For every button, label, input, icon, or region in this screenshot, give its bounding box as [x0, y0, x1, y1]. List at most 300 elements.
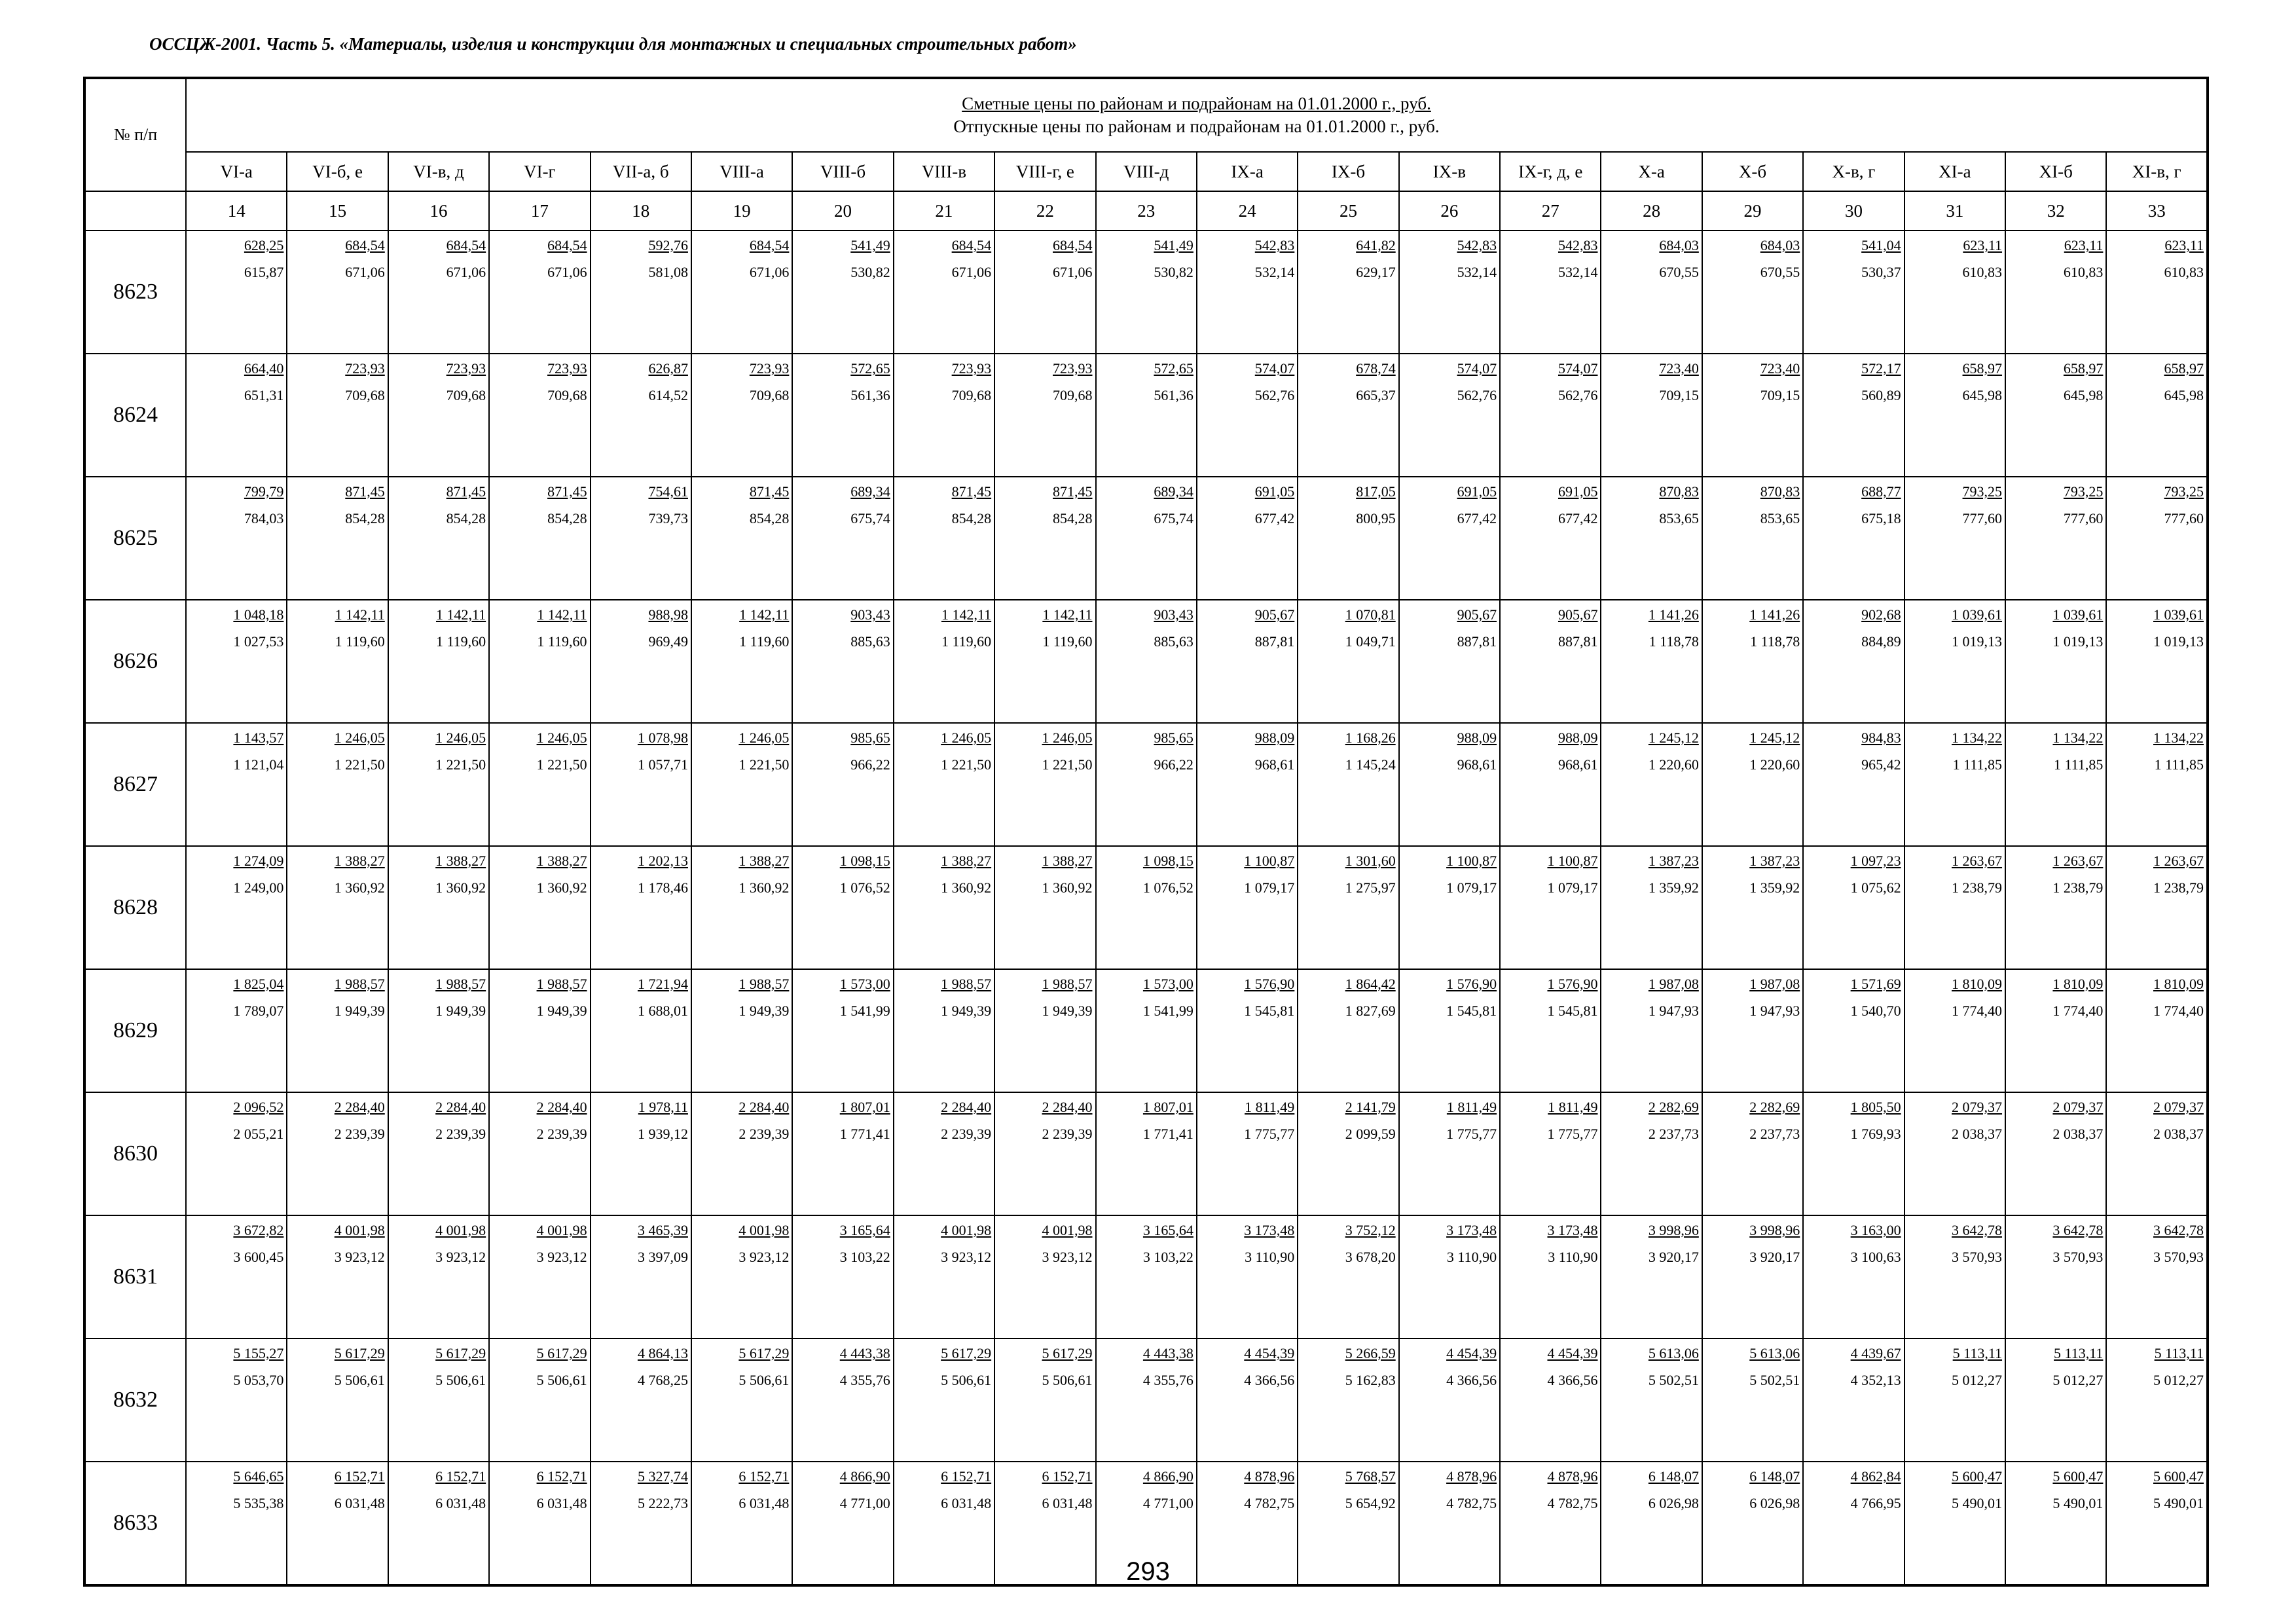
release-price: 965,42 [1861, 756, 1901, 773]
district-header: VI-а [186, 152, 287, 191]
release-price: 1 079,17 [1446, 879, 1497, 896]
price-cell [2106, 969, 2208, 1092]
release-price: 675,74 [1154, 510, 1194, 526]
price-cell [994, 231, 1095, 354]
release-price: 1 947,93 [1749, 1003, 1800, 1019]
price-cell [186, 600, 287, 723]
estimated-price: 4 001,98 [941, 1222, 992, 1238]
release-price: 1 775,77 [1446, 1126, 1497, 1142]
price-cell [792, 723, 893, 846]
price-cell [2106, 477, 2208, 600]
district-header: IX-а [1197, 152, 1298, 191]
release-price: 5 012,27 [2153, 1372, 2204, 1388]
release-price: 1 949,39 [435, 1003, 486, 1019]
estimated-price: 1 987,08 [1648, 976, 1699, 992]
column-number: 30 [1803, 191, 1904, 231]
release-price: 885,63 [1154, 633, 1194, 650]
release-price: 670,55 [1659, 264, 1699, 280]
estimated-price: 4 878,96 [1244, 1468, 1295, 1485]
release-price: 1 775,77 [1547, 1126, 1598, 1142]
estimated-price: 684,54 [446, 237, 486, 253]
estimated-price: 903,43 [850, 606, 890, 623]
estimated-price: 574,07 [1558, 360, 1598, 377]
release-price: 1 049,71 [1345, 633, 1396, 650]
price-cell [388, 477, 489, 600]
estimated-price: 5 266,59 [1345, 1345, 1396, 1361]
price-cell [1904, 231, 2005, 354]
table-row [84, 1338, 2208, 1462]
estimated-price: 1 100,87 [1547, 853, 1598, 869]
estimated-price: 985,65 [1154, 729, 1194, 746]
price-cell [1096, 1215, 1197, 1338]
estimated-price: 5 617,29 [334, 1345, 385, 1361]
price-cell [691, 231, 792, 354]
estimated-price: 1 143,57 [233, 729, 284, 746]
price-cell [591, 231, 691, 354]
price-cell [2106, 1215, 2208, 1338]
estimated-price: 723,40 [1659, 360, 1699, 377]
release-price: 3 100,63 [1850, 1249, 1901, 1265]
estimated-price: 1 246,05 [1042, 729, 1093, 746]
district-header: IX-г, д, е [1500, 152, 1601, 191]
estimated-price: 664,40 [244, 360, 284, 377]
price-cell [1500, 1215, 1601, 1338]
release-price: 854,28 [951, 510, 992, 526]
price-cell [186, 354, 287, 477]
estimated-price: 3 642,78 [1952, 1222, 2003, 1238]
release-price: 4 782,75 [1446, 1495, 1497, 1511]
price-cell [691, 723, 792, 846]
price-cell [1904, 600, 2005, 723]
release-price: 1 545,81 [1244, 1003, 1295, 1019]
release-price: 784,03 [244, 510, 284, 526]
release-price: 3 110,90 [1548, 1249, 1598, 1265]
price-cell [894, 723, 994, 846]
price-cell [489, 600, 590, 723]
release-price: 3 110,90 [1446, 1249, 1497, 1265]
price-cell [287, 600, 388, 723]
column-number: 21 [894, 191, 994, 231]
release-price: 3 923,12 [1042, 1249, 1093, 1265]
estimated-price: 1 078,98 [637, 729, 688, 746]
price-cell [591, 723, 691, 846]
estimated-price: 572,65 [850, 360, 890, 377]
release-price: 1 238,79 [2153, 879, 2204, 896]
release-price: 5 506,61 [941, 1372, 992, 1388]
estimated-price: 903,43 [1154, 606, 1194, 623]
release-price: 629,17 [1356, 264, 1396, 280]
release-price: 3 570,93 [2153, 1249, 2204, 1265]
release-price: 5 506,61 [536, 1372, 587, 1388]
estimated-price: 1 134,22 [2153, 729, 2204, 746]
release-price: 4 366,56 [1446, 1372, 1497, 1388]
price-cell [1197, 1092, 1298, 1215]
estimated-price: 6 152,71 [334, 1468, 385, 1485]
release-price: 4 366,56 [1244, 1372, 1295, 1388]
estimated-price: 1 571,69 [1850, 976, 1901, 992]
release-price: 4 352,13 [1850, 1372, 1901, 1388]
estimated-price: 689,34 [1154, 483, 1194, 500]
release-price: 739,73 [648, 510, 688, 526]
price-cell [894, 1215, 994, 1338]
row-number: 8624 [84, 354, 186, 477]
price-cell [1702, 969, 1803, 1092]
estimated-price: 5 600,47 [2052, 1468, 2104, 1485]
price-cell [1803, 477, 1904, 600]
price-cell [2005, 1215, 2106, 1338]
price-cell [591, 1092, 691, 1215]
column-number: 17 [489, 191, 590, 231]
estimated-price: 541,49 [1154, 237, 1194, 253]
release-price: 968,61 [1558, 756, 1598, 773]
estimated-price: 1 387,23 [1648, 853, 1699, 869]
price-cell [1298, 354, 1398, 477]
estimated-price: 817,05 [1356, 483, 1396, 500]
estimated-price: 1 810,09 [1952, 976, 2003, 992]
estimated-price: 1 811,49 [1245, 1099, 1295, 1115]
release-price: 2 038,37 [2153, 1126, 2204, 1142]
column-number: 16 [388, 191, 489, 231]
price-cell [1702, 354, 1803, 477]
release-price: 1 019,13 [1952, 633, 2003, 650]
price-cell [1399, 1092, 1500, 1215]
price-cell [1399, 1215, 1500, 1338]
release-price: 671,06 [345, 264, 385, 280]
price-cell [1601, 846, 1702, 969]
price-cell [792, 1215, 893, 1338]
release-price: 1 360,92 [435, 879, 486, 896]
release-price: 1 774,40 [2052, 1003, 2104, 1019]
price-cell [894, 600, 994, 723]
estimated-price: 4 001,98 [738, 1222, 790, 1238]
release-price: 1 221,50 [334, 756, 385, 773]
estimated-price: 1 134,22 [1952, 729, 2003, 746]
price-cell [994, 846, 1095, 969]
price-cell [1298, 1092, 1398, 1215]
price-cell [1803, 1338, 1904, 1462]
release-price: 6 031,48 [738, 1495, 790, 1511]
estimated-price: 4 001,98 [334, 1222, 385, 1238]
price-cell [1197, 846, 1298, 969]
district-header: VIII-а [691, 152, 792, 191]
estimated-price: 6 148,07 [1749, 1468, 1800, 1485]
price-cell [2005, 1092, 2106, 1215]
estimated-price: 5 327,74 [637, 1468, 688, 1485]
release-price: 1 111,85 [2154, 756, 2204, 773]
release-price: 2 239,39 [334, 1126, 385, 1142]
price-cell [591, 1338, 691, 1462]
estimated-price: 4 878,96 [1547, 1468, 1598, 1485]
estimated-price: 1 098,15 [839, 853, 890, 869]
estimated-price: 684,54 [1053, 237, 1093, 253]
estimated-price: 1 388,27 [1042, 853, 1093, 869]
release-price: 532,14 [1457, 264, 1497, 280]
price-cell [287, 1215, 388, 1338]
document-header: ОССЦЖ-2001. Часть 5. «Материалы, изделия и конструкции для монтажных и специальных строительных работ» [149, 34, 1077, 54]
estimated-price: 1 263,67 [2153, 853, 2204, 869]
estimated-price: 984,83 [1861, 729, 1901, 746]
release-price: 562,76 [1558, 387, 1598, 403]
estimated-price: 5 155,27 [233, 1345, 284, 1361]
district-header: VIII-б [792, 152, 893, 191]
estimated-price: 4 454,39 [1547, 1345, 1598, 1361]
price-cell [792, 969, 893, 1092]
price-cell [1096, 600, 1197, 723]
release-price: 1 119,60 [435, 633, 486, 650]
district-header: IX-б [1298, 152, 1398, 191]
estimated-price: 572,65 [1154, 360, 1194, 377]
price-cell [691, 1338, 792, 1462]
estimated-price: 658,97 [2063, 360, 2104, 377]
release-price: 968,61 [1457, 756, 1497, 773]
price-cell [894, 231, 994, 354]
estimated-price: 1 039,61 [2052, 606, 2104, 623]
table-row [84, 231, 2208, 354]
estimated-price: 1 134,22 [2052, 729, 2104, 746]
estimated-price: 754,61 [648, 483, 688, 500]
column-number: 33 [2106, 191, 2208, 231]
release-price: 1 949,39 [738, 1003, 790, 1019]
column-number-row [84, 191, 2208, 231]
estimated-price: 1 245,12 [1749, 729, 1800, 746]
price-cell [287, 1092, 388, 1215]
release-price: 1 360,92 [1042, 879, 1093, 896]
estimated-price: 871,45 [951, 483, 992, 500]
column-number: 26 [1399, 191, 1500, 231]
price-cell [489, 1338, 590, 1462]
price-cell [2005, 354, 2106, 477]
price-cell [388, 846, 489, 969]
price-cell [186, 723, 287, 846]
price-cell [792, 1092, 893, 1215]
estimated-price: 541,04 [1861, 237, 1901, 253]
release-price: 4 771,00 [1142, 1495, 1194, 1511]
price-cell [1298, 969, 1398, 1092]
release-price: 1 360,92 [738, 879, 790, 896]
estimated-price: 799,79 [244, 483, 284, 500]
estimated-price: 871,45 [446, 483, 486, 500]
estimated-price: 3 752,12 [1345, 1222, 1396, 1238]
price-cell [1601, 600, 1702, 723]
estimated-price: 4 878,96 [1446, 1468, 1497, 1485]
release-price: 709,68 [749, 387, 790, 403]
release-price: 2 239,39 [1042, 1126, 1093, 1142]
row-number: 8630 [84, 1092, 186, 1215]
estimated-price: 541,49 [850, 237, 890, 253]
release-price: 675,18 [1861, 510, 1901, 526]
price-cell [1803, 354, 1904, 477]
price-cell [1298, 231, 1398, 354]
column-number: 31 [1904, 191, 2005, 231]
estimated-prices-title: Сметные цены по районам и подрайонам на 01.01.2000 г., руб. [962, 94, 1431, 113]
estimated-price: 3 163,00 [1850, 1222, 1901, 1238]
table-row [84, 723, 2208, 846]
price-cell [1298, 1215, 1398, 1338]
price-cell [1803, 600, 1904, 723]
release-price: 6 031,48 [435, 1495, 486, 1511]
price-cell [1399, 1338, 1500, 1462]
release-price: 6 031,48 [536, 1495, 587, 1511]
estimated-price: 723,93 [345, 360, 385, 377]
estimated-price: 4 001,98 [435, 1222, 486, 1238]
estimated-price: 2 096,52 [233, 1099, 284, 1115]
price-cell [489, 354, 590, 477]
price-cell [287, 723, 388, 846]
estimated-price: 1 097,23 [1850, 853, 1901, 869]
price-cell [287, 477, 388, 600]
release-price: 3 923,12 [334, 1249, 385, 1265]
release-price: 2 237,73 [1648, 1126, 1699, 1142]
estimated-price: 1 810,09 [2052, 976, 2104, 992]
price-table [83, 77, 2209, 1587]
release-price: 670,55 [1760, 264, 1800, 280]
price-cell [186, 1215, 287, 1338]
estimated-price: 688,77 [1861, 483, 1901, 500]
release-price: 1 111,85 [2054, 756, 2104, 773]
release-price: 2 055,21 [233, 1126, 284, 1142]
estimated-price: 4 864,13 [637, 1345, 688, 1361]
estimated-price: 5 768,57 [1345, 1468, 1396, 1485]
release-price: 1 360,92 [334, 879, 385, 896]
page-number: 293 [1126, 1557, 1170, 1586]
estimated-price: 626,87 [648, 360, 688, 377]
estimated-price: 988,98 [648, 606, 688, 623]
estimated-price: 1 246,05 [435, 729, 486, 746]
price-cell [1803, 723, 1904, 846]
estimated-price: 6 152,71 [941, 1468, 992, 1485]
release-price: 677,42 [1254, 510, 1295, 526]
release-price: 5 506,61 [334, 1372, 385, 1388]
estimated-price: 1 576,90 [1446, 976, 1497, 992]
price-cell [591, 354, 691, 477]
estimated-price: 1 100,87 [1446, 853, 1497, 869]
price-cell [1702, 1215, 1803, 1338]
table-row [84, 1092, 2208, 1215]
release-price: 581,08 [648, 264, 688, 280]
release-price: 800,95 [1356, 510, 1396, 526]
price-cell [287, 969, 388, 1092]
estimated-price: 1 811,49 [1446, 1099, 1497, 1115]
estimated-price: 1 142,11 [1042, 606, 1093, 623]
release-price: 4 366,56 [1547, 1372, 1598, 1388]
price-cell [894, 354, 994, 477]
release-price: 1 541,99 [839, 1003, 890, 1019]
price-cell [186, 969, 287, 1092]
price-cell [1601, 723, 1702, 846]
price-cell [2005, 600, 2106, 723]
price-cell [489, 1215, 590, 1338]
release-price: 885,63 [850, 633, 890, 650]
estimated-price: 723,93 [1053, 360, 1093, 377]
price-cell [1096, 1338, 1197, 1462]
estimated-price: 5 600,47 [2153, 1468, 2204, 1485]
estimated-price: 574,07 [1457, 360, 1497, 377]
release-price: 1 947,93 [1648, 1003, 1699, 1019]
price-cell [388, 354, 489, 477]
release-price: 887,81 [1457, 633, 1497, 650]
release-price: 1 939,12 [637, 1126, 688, 1142]
price-cell [1500, 723, 1601, 846]
price-cell [388, 600, 489, 723]
estimated-price: 1 388,27 [536, 853, 587, 869]
estimated-price: 1 142,11 [335, 606, 385, 623]
release-price: 3 103,22 [1142, 1249, 1194, 1265]
estimated-price: 1 388,27 [941, 853, 992, 869]
estimated-price: 1 576,90 [1244, 976, 1295, 992]
price-cell [1096, 846, 1197, 969]
column-number: 15 [287, 191, 388, 231]
estimated-price: 3 998,96 [1749, 1222, 1800, 1238]
estimated-price: 658,97 [2164, 360, 2204, 377]
release-price: 884,89 [1861, 633, 1901, 650]
release-price: 675,74 [850, 510, 890, 526]
price-cell [1399, 969, 1500, 1092]
price-cell [1399, 477, 1500, 600]
row-number: 8631 [84, 1215, 186, 1338]
price-cell [1399, 846, 1500, 969]
price-cell [1904, 723, 2005, 846]
estimated-price: 678,74 [1356, 360, 1396, 377]
estimated-price: 902,68 [1861, 606, 1901, 623]
district-header: XI-а [1904, 152, 2005, 191]
district-header: VIII-в [894, 152, 994, 191]
price-cell [186, 1338, 287, 1462]
estimated-price: 4 001,98 [1042, 1222, 1093, 1238]
price-cell [1803, 846, 1904, 969]
release-price: 1 019,13 [2153, 633, 2204, 650]
release-price: 3 923,12 [435, 1249, 486, 1265]
release-price: 854,28 [547, 510, 587, 526]
release-price: 3 570,93 [1952, 1249, 2003, 1265]
release-price: 530,82 [1154, 264, 1194, 280]
estimated-price: 871,45 [1053, 483, 1093, 500]
release-price: 1 249,00 [233, 879, 284, 896]
estimated-price: 623,11 [1963, 237, 2003, 253]
release-price: 651,31 [244, 387, 284, 403]
price-cell [1803, 1092, 1904, 1215]
release-price: 5 506,61 [1042, 1372, 1093, 1388]
release-price: 2 038,37 [2052, 1126, 2104, 1142]
release-price: 853,65 [1760, 510, 1800, 526]
estimated-price: 3 642,78 [2153, 1222, 2204, 1238]
price-cell [1197, 231, 1298, 354]
estimated-price: 1 039,61 [1952, 606, 2003, 623]
estimated-price: 3 173,48 [1446, 1222, 1497, 1238]
district-header: VI-г [489, 152, 590, 191]
table-row [84, 1215, 2208, 1338]
release-price: 887,81 [1558, 633, 1598, 650]
release-price: 1 075,62 [1850, 879, 1901, 896]
estimated-price: 988,09 [1457, 729, 1497, 746]
estimated-price: 1 142,11 [739, 606, 790, 623]
release-price: 1 221,50 [536, 756, 587, 773]
release-price: 561,36 [1154, 387, 1194, 403]
price-cell [1702, 1092, 1803, 1215]
district-header: VI-в, д [388, 152, 489, 191]
estimated-price: 2 284,40 [738, 1099, 790, 1115]
estimated-price: 4 443,38 [839, 1345, 890, 1361]
release-price: 1 769,93 [1850, 1126, 1901, 1142]
district-header: X-в, г [1803, 152, 1904, 191]
price-cell [1399, 723, 1500, 846]
estimated-price: 5 613,06 [1749, 1345, 1800, 1361]
estimated-price: 1 987,08 [1749, 976, 1800, 992]
price-cell [1298, 600, 1398, 723]
estimated-price: 4 439,67 [1850, 1345, 1901, 1361]
release-price: 777,60 [1962, 510, 2003, 526]
release-price: 3 570,93 [2052, 1249, 2104, 1265]
release-price: 1 121,04 [233, 756, 284, 773]
